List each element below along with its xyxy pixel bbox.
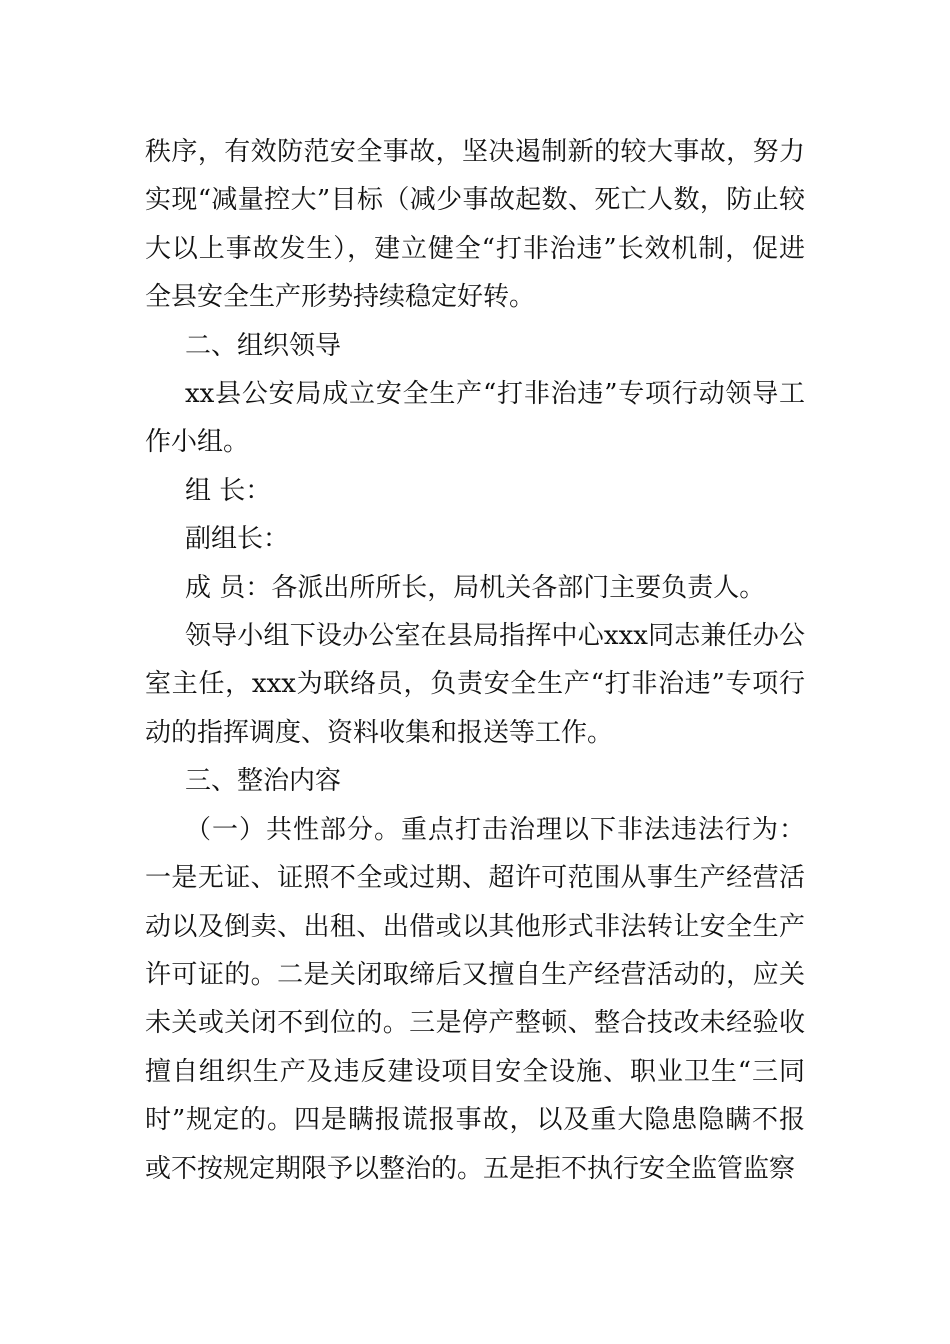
- section-heading-organization: 二、组织领导: [185, 330, 342, 361]
- paragraph-group-leader: 组 长：: [185, 475, 272, 506]
- document-body: [145, 128, 805, 1193]
- section-heading-rectification: 三、整治内容: [185, 766, 342, 797]
- paragraph-common-part: （一）共性部分。重点打击治理以下非法违法行为：一是无证、证照不全或过期、超许可范围从事生产经营活动以及倒卖、出租、出借或以其他形式非法转让安全生产许可证的。二是关闭取缔后又擅自生产经营活动的，应关未关或关闭不到位的。三是停产整顿、整合技改未经验收擅自组织生产及违反建设项目安全设施、职业卫生“三同时”规定的。四是瞒报谎报事故，以及重大隐患隐瞒不报或不按规定期限予以整治的。五是拒不执行安全监管监察: [145, 814, 805, 1184]
- paragraph-leadership-group: xx县公安局成立安全生产“打非治违”专项行动领导工作小组。: [145, 379, 805, 458]
- paragraph-continuation: 秩序，有效防范安全事故，坚决遏制新的较大事故，努力实现“减量控大”目标（减少事故起数、死亡人数，防止较大以上事故发生），建立健全“打非治违”长效机制，促进全县安全生产形势持续稳定好转。: [145, 137, 805, 313]
- paragraph-deputy-leader: 副组长：: [185, 524, 290, 555]
- paragraph-office: 领导小组下设办公室在县局指挥中心xxx同志兼任办公室主任，xxx为联络员，负责安全生产“打非治违”专项行动的指挥调度、资料收集和报送等工作。: [145, 621, 805, 748]
- paragraph-members: 成 员：各派出所所长，局机关各部门主要负责人。: [185, 572, 766, 603]
